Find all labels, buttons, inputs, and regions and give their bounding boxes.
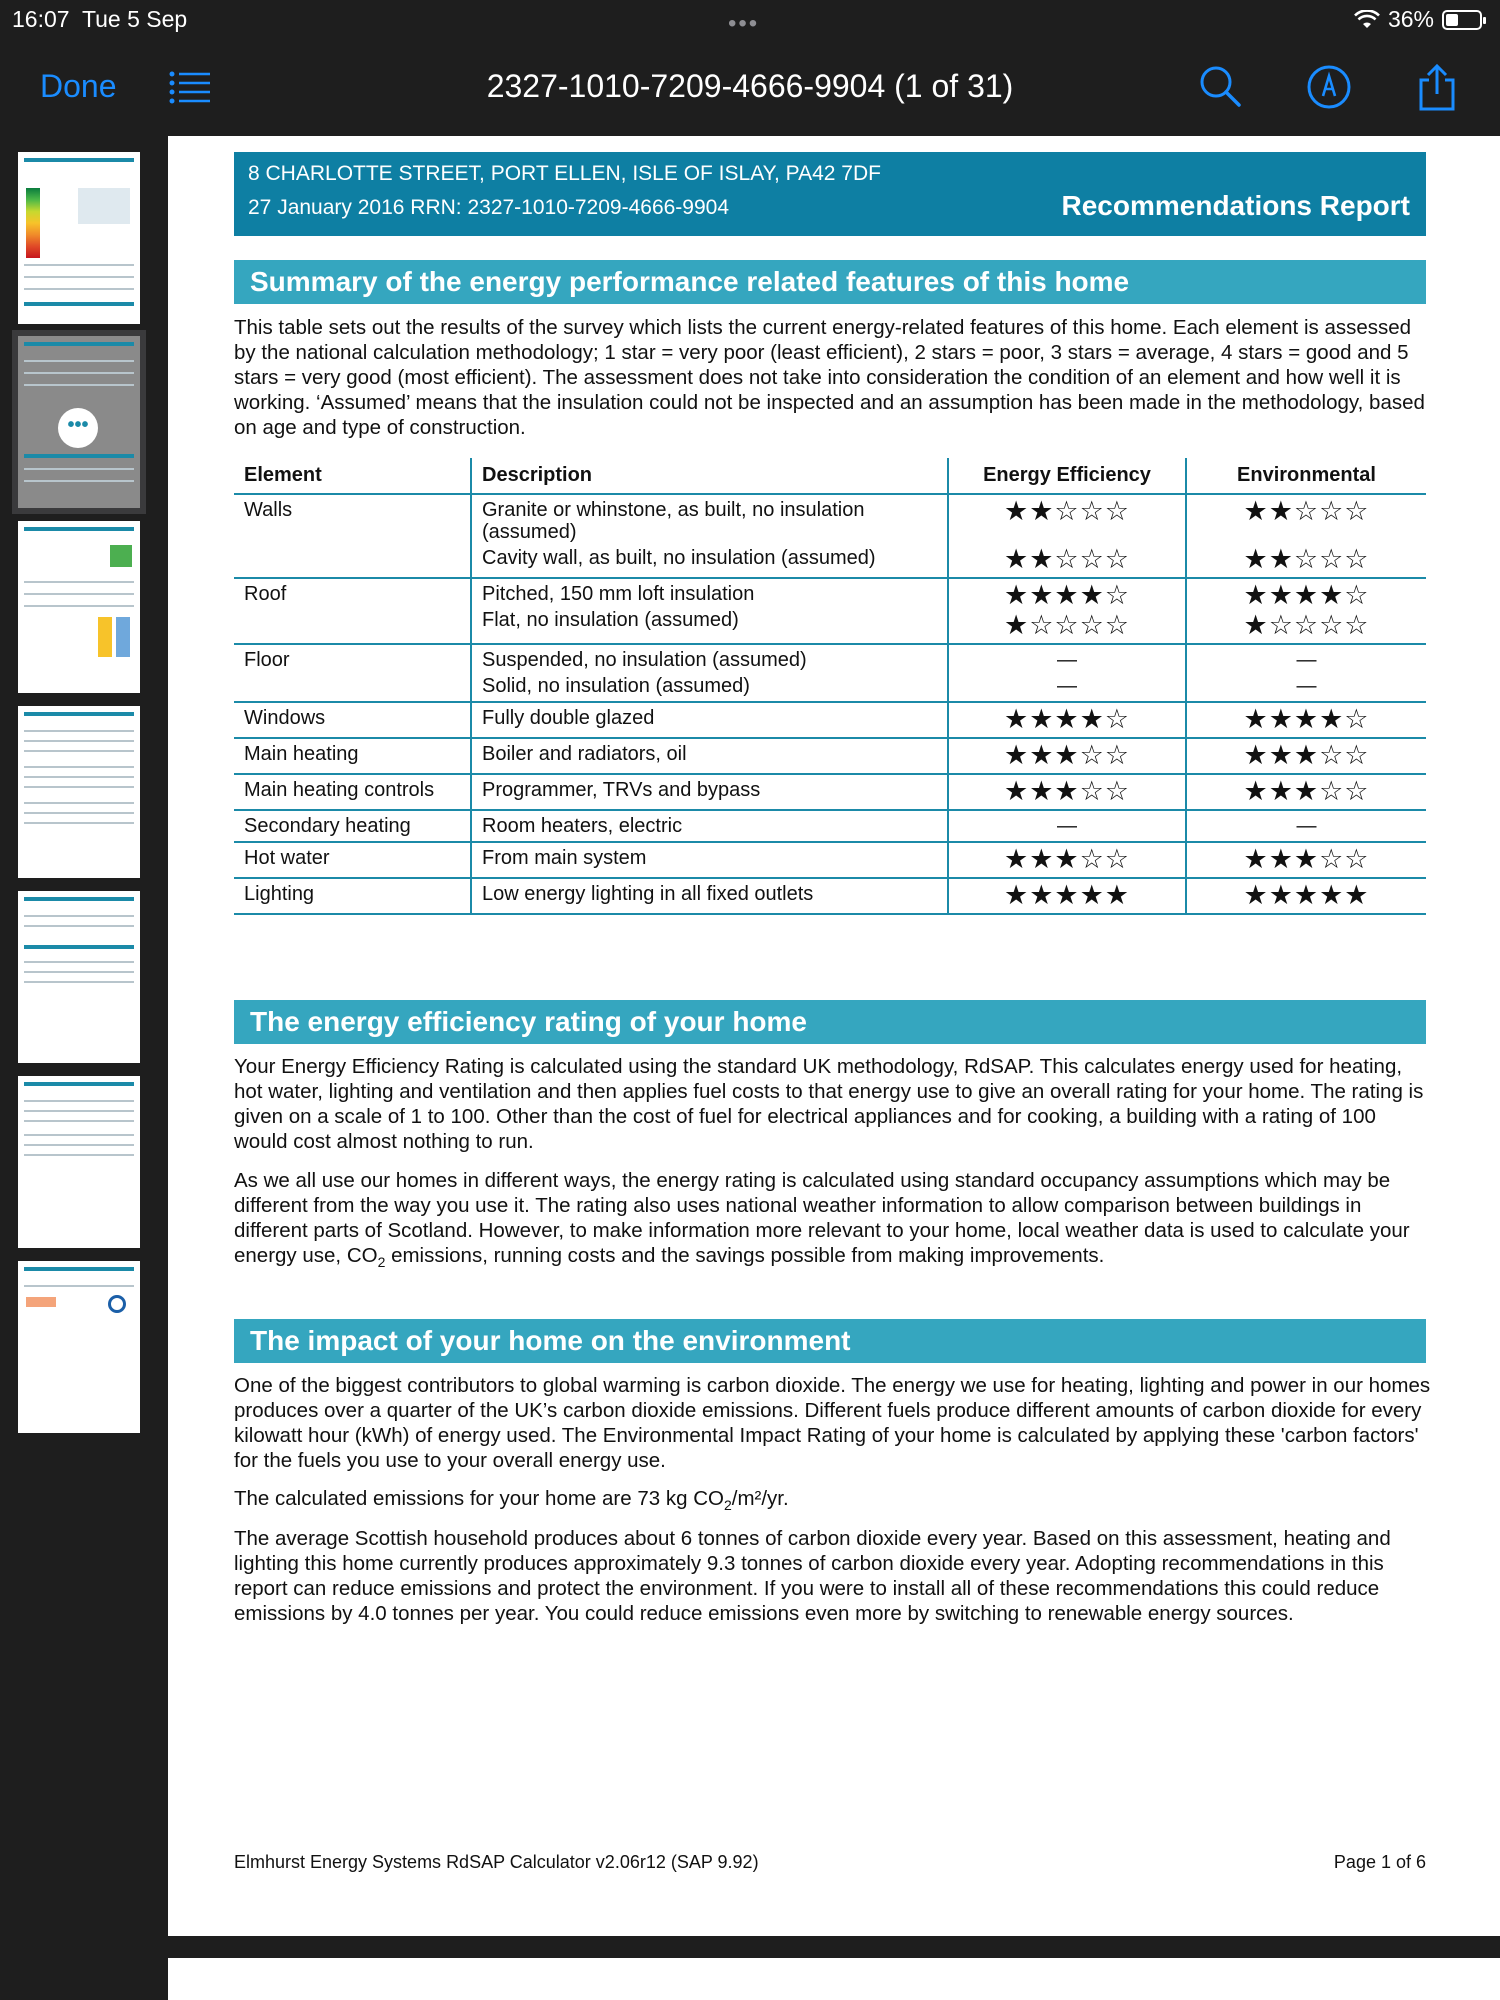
description-text: Fully double glazed	[482, 707, 655, 729]
page-thumbnail-selected[interactable]	[18, 336, 140, 508]
table-row	[234, 738, 1426, 774]
star-rating: ★★★★☆	[1243, 704, 1370, 735]
star-rating: ★★★☆☆	[1003, 776, 1131, 807]
star-rating: ★★☆☆☆	[1003, 544, 1131, 575]
emissions-statement: The calculated emissions for your home are 73 kg $CO_2/m^2/yr$.	[234, 1487, 789, 1514]
element-cell: Hot water	[234, 842, 471, 878]
environmental-cell	[1186, 842, 1426, 878]
property-address: 8 CHARLOTTE STREET, PORT ELLEN, ISLE OF ISLAY, PA42 7DF	[248, 162, 881, 185]
page-thumbnail[interactable]	[18, 152, 140, 324]
not-applicable-dash: —	[1296, 649, 1317, 671]
energy-efficiency-cell	[948, 878, 1186, 914]
description-text: Cavity wall, as built, no insulation (assumed)	[482, 547, 876, 569]
element-cell: Windows	[234, 702, 471, 738]
done-button[interactable]: Done	[40, 68, 117, 104]
description-text: Room heaters, electric	[482, 815, 683, 837]
star-rating: ★★★★☆	[1003, 704, 1131, 735]
not-applicable-dash: —	[1296, 815, 1317, 837]
not-applicable-dash: —	[1057, 649, 1077, 671]
not-applicable-dash: —	[1296, 675, 1317, 697]
status-date: Tue 5 Sep	[81, 6, 188, 32]
energy-efficiency-cell	[948, 738, 1186, 774]
search-icon[interactable]	[1198, 64, 1242, 113]
column-header-description: Description	[471, 458, 948, 494]
environmental-cell	[1186, 774, 1426, 810]
page-thumbnail[interactable]	[18, 1076, 140, 1248]
share-icon[interactable]	[1416, 64, 1458, 117]
table-row	[234, 494, 1426, 578]
energy-efficiency-cell	[948, 774, 1186, 810]
energy-efficiency-cell	[948, 494, 1186, 578]
star-rating: ★★☆☆☆	[1003, 496, 1131, 527]
description-text: Programmer, TRVs and bypass	[482, 779, 761, 801]
environmental-cell	[1186, 702, 1426, 738]
footer-software: Elmhurst Energy Systems RdSAP Calculator v2.06r12 (SAP 9.92)	[234, 1852, 759, 1872]
star-rating: ★★★☆☆	[1003, 844, 1131, 875]
thumbnail-sidebar	[0, 136, 160, 2000]
star-rating: ★☆☆☆☆	[1243, 610, 1370, 641]
not-applicable-dash: —	[1057, 675, 1077, 697]
star-rating: ★★★☆☆	[1243, 844, 1370, 875]
list-icon[interactable]	[168, 70, 212, 111]
next-page-preview	[168, 1958, 1500, 2000]
not-applicable-dash: —	[1057, 815, 1077, 837]
element-cell: Walls	[234, 494, 471, 578]
description-cell	[471, 738, 948, 774]
table-row	[234, 578, 1426, 644]
element-cell: Main heating	[234, 738, 471, 774]
description-text: Granite or whinstone, as built, no insulation (assumed)	[482, 499, 865, 543]
star-rating: ★★★★★	[1003, 880, 1131, 911]
table-row	[234, 644, 1426, 702]
description-cell	[471, 578, 948, 644]
environmental-cell	[1186, 738, 1426, 774]
table-header-row	[234, 458, 1426, 494]
report-header	[234, 152, 1426, 236]
star-rating: ★★★☆☆	[1243, 776, 1370, 807]
element-cell: Lighting	[234, 878, 471, 914]
energy-efficiency-cell	[948, 842, 1186, 878]
description-cell	[471, 878, 948, 914]
description-cell	[471, 774, 948, 810]
energy-efficiency-cell	[948, 644, 1186, 702]
description-cell	[471, 644, 948, 702]
description-text: Boiler and radiators, oil	[482, 743, 687, 765]
rating-heading: The energy efficiency rating of your home	[234, 1000, 1426, 1044]
impact-paragraph-1: One of the biggest contributors to global warming is carbon dioxide. The energy we use for heating, lighting and power in our homes produces over a quarter of the UK’s carbon dioxide emissions. Different fuels produce different amounts of carbon dioxide for every kilowatt hour (kWh) of energy used. The Environmental Impact Rating of your home is calculated by applying these 'carbon factors' for the fuels you use to your overall energy use.	[234, 1374, 1431, 1472]
impact-paragraph-3: The average Scottish household produces about 6 tonnes of carbon dioxide every year. Based on this assessment, heating and lighting this home currently produces approximately 9.3 tonnes of carbon dioxide every year. Adopting recommendations in this report can reduce emissions and protect the environment. If you were to install all of these recommendations this could reduce emissions by 4.0 tonnes per year. You could reduce emissions even more by switching to renewable energy sources.	[234, 1527, 1391, 1625]
star-rating: ★★★☆☆	[1003, 740, 1131, 771]
energy-efficiency-cell	[948, 578, 1186, 644]
summary-heading: Summary of the energy performance related features of this home	[234, 260, 1426, 304]
environmental-cell	[1186, 810, 1426, 842]
top-bar	[0, 0, 1500, 136]
document-page	[168, 136, 1500, 1936]
page-thumbnail[interactable]	[18, 891, 140, 1063]
more-icon[interactable]: •••	[58, 408, 98, 448]
star-rating: ★★★★☆	[1003, 580, 1131, 611]
element-cell: Roof	[234, 578, 471, 644]
energy-efficiency-cell	[948, 810, 1186, 842]
energy-efficiency-cell	[948, 702, 1186, 738]
environmental-cell	[1186, 878, 1426, 914]
element-cell: Main heating controls	[234, 774, 471, 810]
summary-intro: This table sets out the results of the survey which lists the current energy-related features of this home. Each element is assessed by the national calculation methodology; 1 star = very poor (least efficient), 2 stars = poor, 3 stars = average, 4 stars = good and 5 stars = very good (most efficient). The assessment does not take into consideration the condition of an element and how well it is working. ‘Assumed’ means that the insulation could not be inspected and an assumption has been made in the methodology, based on age and type of construction.	[234, 316, 1425, 439]
environmental-cell	[1186, 578, 1426, 644]
environmental-cell	[1186, 494, 1426, 578]
rating-paragraph-1: Your Energy Efficiency Rating is calculated using the standard UK methodology, RdSAP. This calculates energy used for heating, hot water, lighting and ventilation and then applies fuel costs to that energy use to give an overall rating for your home. The rating is given on a scale of 1 to 100. Other than the cost of fuel for electrical appliances and for cooking, a building with a rating of 100 would cost almost nothing to run.	[234, 1055, 1424, 1153]
column-header-energy-efficiency: Energy Efficiency	[948, 458, 1186, 494]
description-text: Pitched, 150 mm loft insulation	[482, 583, 755, 605]
element-cell: Secondary heating	[234, 810, 471, 842]
star-rating: ★★☆☆☆	[1243, 544, 1370, 575]
star-rating: ★★★★☆	[1243, 580, 1370, 611]
description-cell	[471, 842, 948, 878]
star-rating: ★★☆☆☆	[1243, 496, 1370, 527]
rating-paragraph-2: As we all use our homes in different ways, the energy rating is calculated using standard occupancy assumptions which may be different from the way you use it. The rating also uses national weather information to allow comparison between buildings in different parts of Scotland. However, to make information more relevant to your home, local weather data is used to calculate your energy use, $CO_2$ emissions, running costs and the savings possible from making improvements.	[234, 1169, 1410, 1271]
page-thumbnail[interactable]	[18, 521, 140, 693]
table-row	[234, 878, 1426, 914]
impact-heading: The impact of your home on the environment	[234, 1319, 1426, 1363]
description-text: Flat, no insulation (assumed)	[482, 609, 739, 631]
description-text: From main system	[482, 847, 647, 869]
battery-icon	[1442, 10, 1482, 30]
status-clock: 16:07	[12, 6, 70, 32]
column-header-environmental: Environmental	[1186, 458, 1426, 494]
table-row	[234, 810, 1426, 842]
footer-page-number: Page 1 of 6	[1333, 1852, 1426, 1872]
description-cell	[471, 702, 948, 738]
element-cell: Floor	[234, 644, 471, 702]
column-header-element: Element	[234, 458, 471, 494]
description-cell	[471, 494, 948, 578]
description-text: Suspended, no insulation (assumed)	[482, 649, 807, 671]
multitasking-dots-icon[interactable]: •••	[728, 10, 760, 37]
markup-icon[interactable]	[1306, 64, 1352, 115]
status-time	[12, 6, 187, 33]
table-row	[234, 702, 1426, 738]
table-row	[234, 774, 1426, 810]
environmental-cell	[1186, 644, 1426, 702]
star-rating: ★★★★★	[1243, 880, 1370, 911]
description-text: Solid, no insulation (assumed)	[482, 675, 750, 697]
description-text: Low energy lighting in all fixed outlets	[482, 883, 814, 905]
report-title: Recommendations Report	[1061, 190, 1410, 221]
document-title: 2327-1010-7209-4666-9904 (1 of 31)	[486, 68, 1014, 104]
page-thumbnail[interactable]	[18, 706, 140, 878]
wifi-icon	[1354, 10, 1380, 30]
description-cell	[471, 810, 948, 842]
battery-percent: 36%	[1387, 6, 1434, 32]
page-thumbnail[interactable]	[18, 1261, 140, 1433]
star-rating: ★☆☆☆☆	[1003, 610, 1131, 641]
table-row	[234, 842, 1426, 878]
status-indicators	[1354, 6, 1482, 33]
date-rrn: 27 January 2016 RRN: 2327-1010-7209-4666-9904	[248, 196, 730, 219]
features-table	[234, 458, 1426, 915]
star-rating: ★★★☆☆	[1243, 740, 1370, 771]
